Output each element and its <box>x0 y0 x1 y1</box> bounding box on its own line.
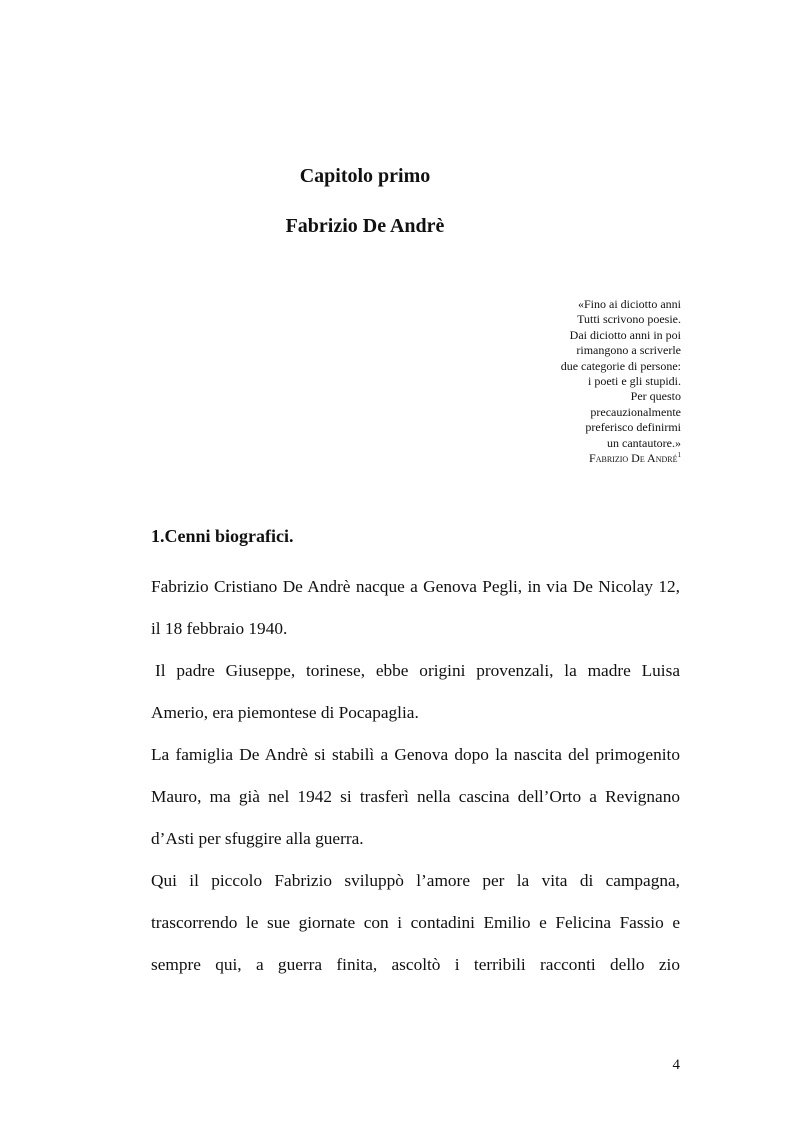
chapter-title: Fabrizio De Andrè <box>285 215 445 237</box>
epigraph-line: preferisco definirmi <box>585 420 681 435</box>
body-text <box>151 566 680 986</box>
epigraph-author <box>381 451 681 466</box>
epigraph-line: un cantautore.» <box>607 435 681 450</box>
epigraph-author-name: Fabrizio De André <box>589 451 678 466</box>
epigraph-line: «Fino ai diciotto anni <box>578 297 681 311</box>
epigraph-line: Dai diciotto anni in poi <box>569 327 681 342</box>
epigraph-line: i poeti e gli stupidi. <box>588 374 681 389</box>
paragraph: Fabrizio Cristiano De Andrè nacque a Genova Pegli, in via De Nicolay 12, il 18 febbraio 1940. <box>151 577 680 638</box>
paragraph: La famiglia De Andrè si stabilì a Genova dopo la nascita del primogenito Mauro, ma già nel 1942 si trasferì nella cascina dell’Orto a Revignano d’Asti per sfuggire alla guerra. <box>151 745 680 848</box>
epigraph-line: Per questo <box>630 389 681 404</box>
epigraph-line: precauzionalmente <box>590 404 681 419</box>
section-heading: 1.Cenni biografici. <box>151 526 294 546</box>
epigraph-line: rimangono a scriverle <box>576 343 681 358</box>
paragraph: Qui il piccolo Fabrizio sviluppò l’amore per la vita di campagna, trascorrendo le sue giornate con i contadini Emilio e Felicina Fassio e sempre qui, a guerra finita, ascoltò i terribili racconti dello zio <box>151 871 680 974</box>
paragraph: Il padre Giuseppe, torinese, ebbe origini provenzali, la madre Luisa Amerio, era piemontese di Pocapaglia. <box>151 661 680 722</box>
footnote-reference[interactable]: 1 <box>677 451 681 460</box>
epigraph-line: due categorie di persone: <box>560 358 681 373</box>
page-number: 4 <box>672 1057 680 1073</box>
epigraph-line: Tutti scrivono poesie. <box>577 312 681 327</box>
chapter-label: Capitolo primo <box>299 165 431 187</box>
epigraph-quote <box>381 297 681 466</box>
